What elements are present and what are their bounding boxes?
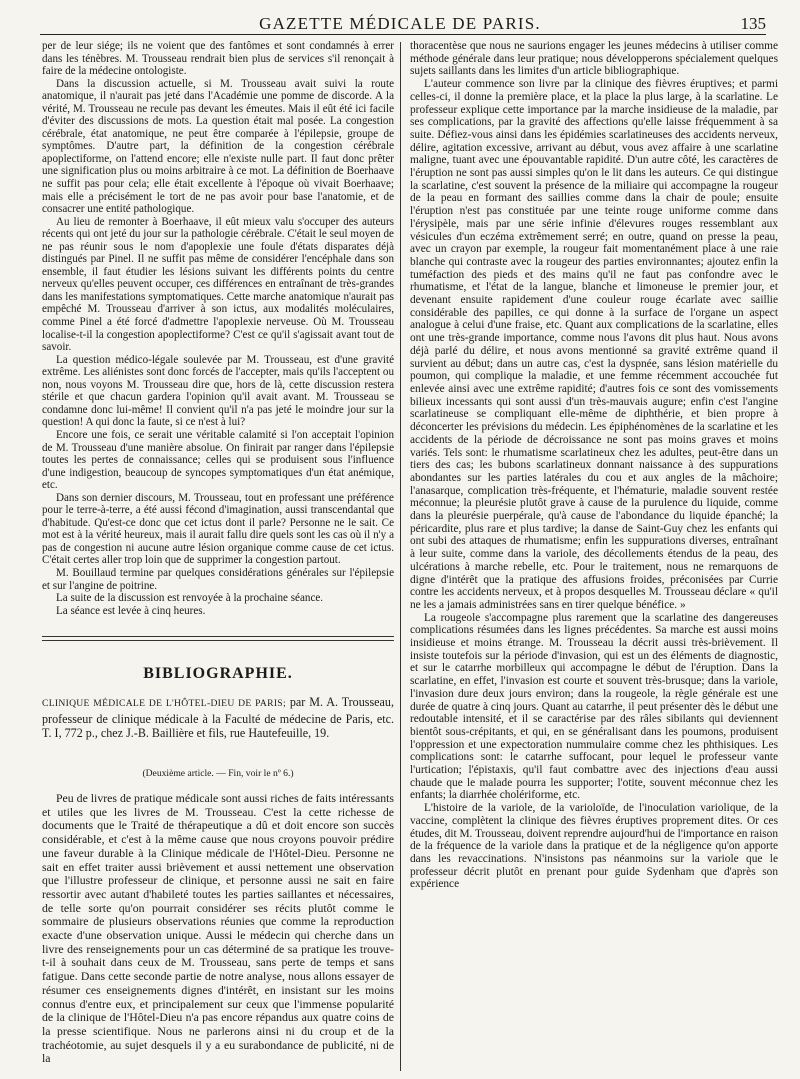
left-column bbox=[42, 40, 394, 617]
right-column bbox=[410, 40, 778, 891]
paragraph: M. Bouillaud termine par quelques considérations générales sur l'épilepsie et sur l'angine de poitrine. bbox=[42, 566, 394, 592]
paragraph: Au lieu de remonter à Boerhaave, il eût mieux valu s'occuper des auteurs récents qui ont jeté du jour sur la pathologie cérébrale. C'était le seul moyen de ne pas réunir sous le nom d'apoplexie une foule d'états disparates déjà distingués par Pinel. Il ne suffit pas même de considérer l'encéphale dans son ensemble, il faut étudier les lésions suivant les différents points du centre nerveux qu'elles peuvent occuper, ces différences en entraînant de très-grandes dans les manifestations symptomatiques. Cette marche anatomique n'aurait pas empêché M. Trousseau d'arriver à son ictus, aux modalités moléculaires, comme Pinel a été forcé d'admettre l'apoplexie nerveuse. Où M. Trousseau localise-t-il la congestion apoplectiforme? C'est ce qu'il s'agissait avant tout de savoir. bbox=[42, 215, 394, 354]
paragraph: thoracentèse que nous ne saurions engager les jeunes médecins à utiliser comme méthode générale dans leur pratique; nous développerons spécialement quelques sujets saillants dans les limites d'un article bibliographique. bbox=[410, 40, 778, 78]
paragraph: La suite de la discussion est renvoyée à la prochaine séance. bbox=[56, 592, 324, 605]
paragraph: L'histoire de la variole, de la varioloïde, de l'inoculation variolique, de la vaccine, complètent la clinique des fièvres éruptives proprement dites. Or ces études, dit M. Trousseau, doivent reprendre aujourd'hui de l'importance en raison de la fréquence de la variole dans la pratique et de la négligence qu'on apporte dans les revaccinations. N'insistons pas néanmoins sur la variole que le professeur décrit plutôt en prenant pour guide Sydenham que d'après son expérience bbox=[410, 802, 778, 891]
header-rule bbox=[40, 34, 766, 35]
page-number: 135 bbox=[740, 14, 766, 33]
paragraph: Dans la discussion actuelle, si M. Trousseau avait suivi la route anatomique, il n'aurait pas jeté dans l'Académie une pomme de discorde. A la vérité, M. Trousseau ne recule pas devant les émeutes. Mais il eût été ici facile d'éviter des discussions de mots. La question était mal posée. La congestion cérébrale, état anatomique, ne peut être comparée à l'épilepsie, groupe de symptômes. D'autre part, la définition de la congestion cérébrale apoplectiforme, on l'attend encore; elle n'existe nulle part. Il faut donc prêter une signification plus ou moins arbitraire à ce mot. La définition de Boerhaave ne suffit pas pour cela; elle était excellente à l'époque où vivait Boerhaave; mais elle a précisément le tort de ne pas avoir pour base l'anatomie, et de consacrer une entité pathologique. bbox=[42, 77, 394, 216]
article-note: (Deuxième article. — Fin, voir le nº 6.) bbox=[142, 768, 294, 779]
paragraph: per de leur siége; ils ne voient que des fantômes et sont condamnés à errer dans les ténèbres. M. Trousseau rendrait bien plus de services s'il renonçait à faire de la médecine ontologiste. bbox=[42, 40, 394, 78]
bibliography-body bbox=[42, 792, 394, 1066]
paragraph: Encore une fois, ce serait une véritable calamité si l'on acceptait l'opinion de M. Trousseau d'une manière absolue. On finirait par ranger dans l'épilepsie toutes les pertes de connaissance; celles qui se produisent sous l'influence d'une indigestion, beaucoup de syncopes symptomatiques d'un état anémique, etc. bbox=[42, 428, 394, 492]
entry-details: par M. A. Trousseau, professeur de clinique médicale à la Faculté de médecine de Paris, etc. T. I, 772 p., chez J.-B. Baillière et fils, rue Hautefeuille, 19. bbox=[42, 695, 394, 741]
section-separator bbox=[42, 640, 394, 641]
paragraph: Dans son dernier discours, M. Trousseau, tout en professant une préférence pour le terre-à-terre, a été aussi fécond d'imagination, aussi transcendantal que d'habitude. Qu'est-ce donc que cet ictus dont il parle? Personne ne le sait. Ce mot est à la vérité heureux, mais il aurait fallu dire quels sont les cas où il n'y a pas de congestion ni aucune autre lésion organique comme cause de cet ictus. C'était certes aller trop loin que de supprimer la congestion partout. bbox=[42, 491, 394, 567]
paragraph: L'auteur commence son livre par la clinique des fièvres éruptives; et parmi celles-ci, il donne la première place, et la place la plus large, à la scarlatine. Le professeur explique cette importance par la marche insidieuse de la maladie, par ses complications, par la gravité des affections qu'elle laisse fréquemment à sa suite. Défiez-vous ainsi dans les épidémies scarlatineuses des accidents nerveux, délire, agitation excessive, arrivant au début, vous avez affaire à une scarlatine maligne, tuant avec une épouvantable rapidité. D'un autre côté, les caractères de l'éruption ne sont pas aussi simples qu'on le lit dans les auteurs. Ce qui distingue la scarlatine, c'est souvent la présence de la miliaire qui accompagne la rougeur de la peau en formant des saillies comme dans la chair de poule; ensuite l'éruption n'est pas constituée par une teinte rouge uniforme comme dans l'érysipèle, mais par une série infinie d'élevures rouges ressemblant aux vésicules d'un eczéma extrêmement serré; en outre, quand on presse la peau, avec un crayon par exemple, la rougeur fait momentanément place à une raie blanche qui contraste avec la rougeur des parties environnantes; ajoutez enfin la tuméfaction des pieds et des mains qu'il ne faut pas confondre avec le rhumatisme, et l'état de la langue, blanche et limoneuse le premier jour, et devenant ensuite rapidement d'une couleur rouge écarlate avec saillie considérable des papilles, ce qui donne à la surface de l'organe un aspect analogue à celui d'une fraise, etc. Quant aux complications de la scarlatine, elles ont une très-grande importance, comme nous l'avons dit plus haut. Nous avons déjà parlé du délire, et nous avons mentionné sa gravité extrême quand il survient au début; dans un autre cas, c'est la dyspnée, sans lésion matérielle du poumon, qui complique la maladie, et une femme récemment accouchée fut enlevée ainsi avec une extrême rapidité; d'autres fois ce sont des vomissements bilieux incessants qui sont aussi d'un très-mauvais augure; enfin c'est l'angine scarlatineuse se compliquant elle-même de diphthérie, et bien propre à déconcerter les prévisions du médecin. Les épiphénomènes de la scarlatine et les accidents de la période de décroissance ne sont pas moins graves et moins variés. Tels sont: le rhumatisme scarlatineux chez les adultes, peut-être dans un tiers des cas; les bubons scarlatineux donnant naissance à des suppurations abondantes sur les parties latérales du cou et aux angles de la mâchoire; l'anasarque, complication très-fréquente, et l'hématurie, maladie souvent restée méconnue; la pleurésie plutôt grave à cause de la purulence du liquide, comme dans la pleurésie puerpérale, qu'à cause de l'abondance du liquide épanché; la péricardite, plus rare et plus tardive; la danse de Saint-Guy chez les enfants qui ont subi des attaques de rhumatisme; enfin les suppurations diverses, entraînant à leur suite, comme dans la variole, des décollements étendus de la peau, des ulcérations à marche rebelle, etc. Pour le traitement, nous ne remarquons de digne d'intérêt que la pratique des affusions froides, préconisées par Currie contre les accidents nerveux, et à propos desquelles M. Trousseau déclare « qu'il ne les a jamais administrées sans en tirer quelque bénéfice. » bbox=[410, 78, 778, 611]
section-separator bbox=[42, 636, 394, 637]
paragraph: La rougeole s'accompagne plus rarement que la scarlatine des dangereuses complications résumées dans les lignes précédentes. Sa marche est aussi moins insidieuse et moins étrange. M. Trousseau la décrit aussi très-brièvement. Il insiste toutefois sur la période d'invasion, qui est un des éléments de diagnostic, et sur le catarrhe morbilleux qui accompagne le début de l'éruption. Dans la scarlatine, en effet, l'invasion est courte et souvent très-brusque; dans la variole, l'invasion dure deux jours environ; dans la rougeole, la règle générale est une durée de quatre à cinq jours. Quant au catarrhe, il peut présenter dès le début une redoutable intensité, et il se caractérise par des râles sibilants qui deviennent bientôt sous-crépitants, et qui, en se généralisant dans les poumons, produisent l'oppression et une expectoration nummulaire comme chez les phthisiques. Les complications sont: le catarrhe suffocant, pour lequel le professeur vante l'urtication; l'épistaxis, qu'il faut combattre avec des injections d'eau aussi chaude que le malade pourra les supporter; l'otite, souvent méconnue chez les enfants; la diarrhée cholériforme, etc. bbox=[410, 611, 778, 802]
column-divider bbox=[400, 42, 401, 1071]
bibliography-entry bbox=[42, 695, 394, 741]
paragraph: La séance est levée à cinq heures. bbox=[56, 604, 206, 617]
section-title: BIBLIOGRAPHIE. bbox=[143, 665, 293, 682]
journal-title: GAZETTE MÉDICALE DE PARIS. bbox=[259, 14, 541, 33]
paragraph: Peu de livres de pratique médicale sont aussi riches de faits intéressants et utiles que les livres de M. Trousseau. C'est la cette richesse de documents que le Traité de thérapeutique a dû et doit encore son succès considérable, et c'est à la même cause que nous croyons pouvoir prédire une faveur durable à la Clinique médicale de l'Hôtel-Dieu. Personne ne sait en effet traiter aussi brièvement et aussi nettement une observation que l'illustre professeur de clinique, et personne aussi ne sait en faire ressortir avec autant d'habileté toutes les parties saillantes et nécessaires, de telle sorte qu'on pourrait considérer ses récits plutôt comme le sommaire de plusieurs observations réunies que comme la reproduction exacte d'une observation unique. Aussi le médecin qui cherche dans un livre des renseignements pour un cas déterminé de sa pratique les trouve-t-il à souhait dans ceux de M. Trousseau, sans perte de temps et sans fatigue. Dans cette seconde partie de notre analyse, nous allons essayer de résumer ces enseignements dignes d'intérêt, en insistant sur les moins connus d'entre eux, et principalement sur ceux que l'immense popularité de la clinique de l'Hôtel-Dieu n'a pas encore répandus aux quatre coins de la presse scientifique. Nous ne parlerons ainsi ni du croup et de la trachéotomie, au sujet desquels il y a eu surabondance de publicité, ni de la bbox=[42, 791, 394, 1066]
entry-heading: CLINIQUE MÉDICALE DE L'HÔTEL-DIEU DE PARIS; bbox=[42, 698, 286, 709]
paragraph: La question médico-légale soulevée par M. Trousseau, est d'une gravité extrême. Les aliénistes sont donc forcés de l'accepter, mais qu'ils l'acceptent ou non, nous voyons M. Trousseau dire que, hors de là, cette discussion restera stérile et que chacun gardera l'opinion qu'il avait avant. M. Trousseau se condamne donc lui-même! Il convient qu'il n'a pas jeté le moindre jour sur la question! A qui donc la faute, si ce n'est à lui? bbox=[42, 353, 394, 429]
